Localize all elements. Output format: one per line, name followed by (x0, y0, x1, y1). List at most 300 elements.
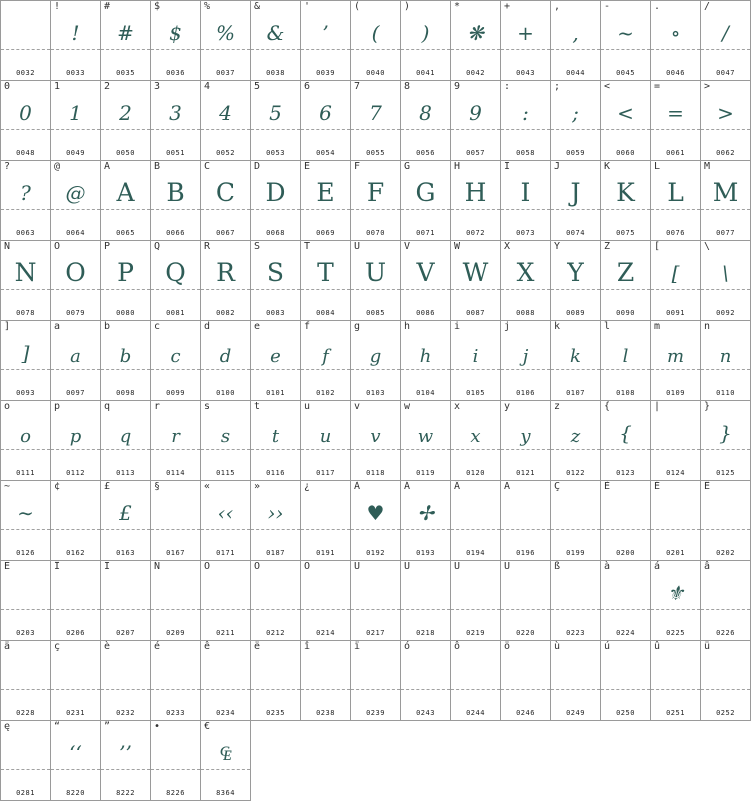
glyph-cell[interactable] (451, 321, 501, 401)
glyph-code: 0123 (616, 469, 635, 477)
glyph-cell[interactable] (551, 1, 601, 81)
glyph-cell[interactable] (651, 1, 701, 81)
glyph-cell[interactable] (651, 241, 701, 321)
glyph-sample: o (20, 426, 31, 447)
glyph-cell[interactable] (301, 81, 351, 161)
glyph-sample: J (570, 178, 581, 207)
glyph-cell[interactable] (1, 81, 51, 161)
glyph-code: 0207 (116, 629, 135, 637)
glyph-key-label: Ö (304, 561, 311, 572)
glyph-cell[interactable] (351, 561, 401, 641)
glyph-sample: ; (572, 101, 579, 125)
glyph-code: 0224 (616, 629, 635, 637)
glyph-key-label: [ (654, 241, 661, 252)
glyph-sample: > (717, 101, 734, 125)
glyph-cell[interactable] (351, 481, 401, 561)
glyph-cell[interactable] (351, 81, 401, 161)
glyph-sample: ? (20, 181, 31, 205)
glyph-cell[interactable] (451, 401, 501, 481)
glyph-cell[interactable] (401, 81, 451, 161)
glyph-cell[interactable] (101, 1, 151, 81)
glyph-code: 0042 (466, 69, 485, 77)
glyph-code: 0064 (66, 229, 85, 237)
glyph-key-label: @ (54, 161, 61, 172)
glyph-key-label: 4 (204, 81, 211, 92)
glyph-cell[interactable] (1, 561, 51, 641)
glyph-key-label: ç (54, 641, 61, 652)
glyph-cell[interactable] (251, 241, 301, 321)
glyph-sample: ’ (322, 21, 329, 45)
glyph-cell[interactable] (51, 81, 101, 161)
glyph-sample (301, 571, 350, 615)
glyph-cell[interactable] (601, 641, 651, 721)
glyph-cell[interactable] (401, 481, 451, 561)
glyph-key-label: Á (404, 481, 411, 492)
glyph-sample: X (516, 258, 535, 287)
glyph-cell[interactable] (601, 161, 651, 241)
glyph-cell[interactable] (601, 81, 651, 161)
glyph-cell[interactable] (301, 641, 351, 721)
glyph-cell[interactable] (301, 161, 351, 241)
glyph-cell[interactable] (301, 241, 351, 321)
glyph-sample: % (215, 21, 235, 45)
glyph-cell[interactable] (251, 1, 301, 81)
glyph-key-label: O (54, 241, 61, 252)
glyph-cell[interactable] (151, 1, 201, 81)
glyph-sample: g (369, 346, 382, 367)
glyph-sample: B (166, 178, 185, 207)
glyph-cell[interactable] (301, 1, 351, 81)
glyph-cell[interactable] (351, 241, 401, 321)
glyph-key-label: n (704, 321, 711, 332)
glyph-cell[interactable] (351, 321, 401, 401)
glyph-cell[interactable] (301, 481, 351, 561)
glyph-cell[interactable] (51, 1, 101, 81)
glyph-sample (1, 651, 50, 695)
glyph-sample (401, 571, 450, 615)
glyph-sample: C (215, 178, 236, 207)
glyph-cell[interactable] (401, 321, 451, 401)
glyph-key-label: . (654, 1, 661, 12)
glyph-code: 0052 (216, 149, 235, 157)
glyph-sample: K (616, 178, 635, 207)
glyph-cell[interactable] (551, 561, 601, 641)
glyph-cell[interactable] (1, 161, 51, 241)
glyph-cell[interactable] (101, 561, 151, 641)
glyph-cell[interactable] (651, 561, 701, 641)
glyph-sample: p (69, 426, 82, 447)
glyph-code: 0084 (316, 309, 335, 317)
glyph-cell[interactable] (151, 561, 201, 641)
glyph-sample: 8 (419, 101, 432, 125)
glyph-cell[interactable] (651, 641, 701, 721)
glyph-cell[interactable] (201, 321, 251, 401)
glyph-cell[interactable] (501, 241, 551, 321)
glyph-cell[interactable] (451, 161, 501, 241)
glyph-key-label: % (204, 1, 211, 12)
glyph-sample (701, 571, 750, 615)
glyph-sample: 9 (469, 101, 482, 125)
glyph-sample: y (520, 426, 531, 447)
glyph-code: 0243 (416, 709, 435, 717)
glyph-code: 0093 (16, 389, 35, 397)
glyph-sample: T (317, 258, 334, 287)
glyph-key-label: c (154, 321, 161, 332)
glyph-sample (501, 571, 550, 615)
glyph-cell[interactable] (1, 1, 51, 81)
glyph-key-label: Â (454, 481, 461, 492)
glyph-code: 0045 (616, 69, 635, 77)
glyph-cell[interactable] (151, 481, 201, 561)
glyph-cell[interactable] (251, 161, 301, 241)
glyph-code: 0077 (716, 229, 735, 237)
glyph-cell[interactable] (451, 241, 501, 321)
glyph-code: 0062 (716, 149, 735, 157)
glyph-cell[interactable] (401, 161, 451, 241)
glyph-cell[interactable] (651, 161, 701, 241)
glyph-cell[interactable] (551, 161, 601, 241)
glyph-code: 0085 (366, 309, 385, 317)
glyph-key-label: a (54, 321, 61, 332)
glyph-sample (151, 491, 200, 535)
glyph-cell[interactable] (51, 641, 101, 721)
glyph-key-label: A (104, 161, 111, 172)
glyph-key-label: j (504, 321, 511, 332)
glyph-sample (101, 571, 150, 615)
glyph-cell[interactable] (1, 401, 51, 481)
glyph-sample: P (117, 258, 134, 287)
glyph-cell[interactable] (701, 321, 751, 401)
glyph-cell[interactable] (251, 81, 301, 161)
glyph-sample (51, 571, 100, 615)
glyph-sample: N (14, 258, 37, 287)
glyph-code: 0079 (66, 309, 85, 317)
glyph-cell[interactable] (701, 641, 751, 721)
glyph-cell[interactable] (251, 641, 301, 721)
glyph-cell[interactable] (501, 481, 551, 561)
glyph-key-label: Y (554, 241, 561, 252)
glyph-key-label: r (154, 401, 161, 412)
glyph-cell[interactable] (701, 81, 751, 161)
glyph-cell[interactable] (601, 481, 651, 561)
glyph-key-label: $ (154, 1, 161, 12)
glyph-code: 0118 (366, 469, 385, 477)
glyph-code: 0061 (666, 149, 685, 157)
glyph-sample (451, 491, 500, 535)
glyph-key-label: G (404, 161, 411, 172)
glyph-key-label: > (704, 81, 711, 92)
glyph-key-label: é (154, 641, 161, 652)
glyph-cell[interactable] (701, 241, 751, 321)
glyph-cell[interactable] (701, 401, 751, 481)
glyph-code: 0110 (716, 389, 735, 397)
glyph-code: 0234 (216, 709, 235, 717)
glyph-cell[interactable] (51, 721, 101, 801)
glyph-cell[interactable] (451, 641, 501, 721)
glyph-cell[interactable] (401, 401, 451, 481)
glyph-cell[interactable] (501, 561, 551, 641)
glyph-sample: ‹‹ (217, 501, 234, 525)
glyph-key-label: 7 (354, 81, 361, 92)
glyph-code: 0108 (616, 389, 635, 397)
glyph-cell[interactable] (651, 481, 701, 561)
glyph-code: 0100 (216, 389, 235, 397)
glyph-sample (51, 651, 100, 695)
glyph-cell[interactable] (301, 561, 351, 641)
glyph-cell[interactable] (451, 561, 501, 641)
glyph-cell[interactable] (151, 81, 201, 161)
glyph-key-label: • (154, 721, 161, 732)
glyph-sample: [ (671, 261, 680, 285)
glyph-key-label: Ô (254, 561, 261, 572)
glyph-cell[interactable] (1, 241, 51, 321)
glyph-cell[interactable] (201, 721, 251, 801)
glyph-cell[interactable] (1, 321, 51, 401)
glyph-sample (601, 571, 650, 615)
glyph-cell[interactable] (501, 81, 551, 161)
glyph-sample: c (170, 346, 181, 367)
glyph-code: 0038 (266, 69, 285, 77)
glyph-code: 0114 (166, 469, 185, 477)
glyph-code: 0125 (716, 469, 735, 477)
glyph-cell[interactable] (501, 321, 551, 401)
glyph-key-label: Ä (504, 481, 511, 492)
glyph-sample (601, 651, 650, 695)
glyph-code: 0223 (566, 629, 585, 637)
glyph-code: 0104 (416, 389, 435, 397)
glyph-cell[interactable] (201, 1, 251, 81)
glyph-cell[interactable] (151, 401, 201, 481)
glyph-cell[interactable] (251, 321, 301, 401)
glyph-cell[interactable] (101, 321, 151, 401)
glyph-key-label: è (104, 641, 111, 652)
glyph-cell[interactable] (101, 481, 151, 561)
glyph-key-label: v (354, 401, 361, 412)
glyph-key-label: Î (54, 561, 61, 572)
glyph-cell[interactable] (251, 401, 301, 481)
glyph-cell[interactable] (251, 561, 301, 641)
glyph-key-label: Ê (704, 481, 711, 492)
glyph-sample: ( (371, 21, 380, 45)
glyph-cell[interactable] (301, 321, 351, 401)
glyph-cell[interactable] (601, 1, 651, 81)
glyph-cell[interactable] (101, 401, 151, 481)
glyph-cell[interactable] (101, 721, 151, 801)
glyph-key-label: e (254, 321, 261, 332)
glyph-cell[interactable] (651, 401, 701, 481)
glyph-cell[interactable] (101, 161, 151, 241)
glyph-key-label: B (154, 161, 161, 172)
glyph-key-label: K (604, 161, 611, 172)
glyph-key-label: y (504, 401, 511, 412)
glyph-cell[interactable] (51, 161, 101, 241)
glyph-sample (1, 731, 50, 775)
glyph-key-label: T (304, 241, 311, 252)
glyph-cell[interactable] (701, 1, 751, 81)
glyph-code: 0040 (366, 69, 385, 77)
glyph-sample: Y (567, 258, 584, 287)
glyph-cell[interactable] (301, 401, 351, 481)
glyph-cell[interactable] (51, 481, 101, 561)
glyph-cell[interactable] (701, 561, 751, 641)
glyph-sample: w (417, 426, 434, 447)
glyph-cell[interactable] (651, 321, 701, 401)
glyph-cell[interactable] (51, 561, 101, 641)
glyph-cell[interactable] (251, 481, 301, 561)
glyph-sample: 4 (219, 101, 232, 125)
glyph-cell[interactable] (151, 641, 201, 721)
glyph-code: 0082 (216, 309, 235, 317)
glyph-cell[interactable] (601, 241, 651, 321)
glyph-key-label: p (54, 401, 61, 412)
glyph-code: 0049 (66, 149, 85, 157)
glyph-sample: ›› (267, 501, 284, 525)
glyph-sample: S (266, 258, 285, 287)
glyph-code: 0081 (166, 309, 185, 317)
glyph-cell[interactable] (551, 481, 601, 561)
glyph-code: 0233 (166, 709, 185, 717)
glyph-cell[interactable] (401, 641, 451, 721)
glyph-code: 0187 (266, 549, 285, 557)
glyph-cell[interactable] (51, 401, 101, 481)
glyph-cell[interactable] (101, 641, 151, 721)
glyph-key-label: M (704, 161, 711, 172)
glyph-cell[interactable] (551, 81, 601, 161)
glyph-code: 0120 (466, 469, 485, 477)
glyph-code: 0116 (266, 469, 285, 477)
glyph-cell[interactable] (401, 241, 451, 321)
glyph-cell[interactable] (401, 1, 451, 81)
glyph-cell[interactable] (601, 321, 651, 401)
glyph-sample: ∼ (17, 501, 34, 525)
glyph-key-label: } (704, 401, 711, 412)
glyph-sample (151, 731, 200, 775)
glyph-cell[interactable] (701, 481, 751, 561)
glyph-cell[interactable] (601, 561, 651, 641)
glyph-cell[interactable] (101, 81, 151, 161)
glyph-cell[interactable] (651, 81, 701, 161)
glyph-code: 0068 (266, 229, 285, 237)
glyph-cell[interactable] (451, 81, 501, 161)
glyph-code: 0226 (716, 629, 735, 637)
glyph-key-label: - (604, 1, 611, 12)
glyph-code: 0194 (466, 549, 485, 557)
glyph-cell[interactable] (501, 161, 551, 241)
glyph-key-label: U (354, 241, 361, 252)
glyph-code: 0050 (116, 149, 135, 157)
glyph-sample: F (366, 178, 385, 207)
glyph-code: 0067 (216, 229, 235, 237)
glyph-sample: H (464, 178, 487, 207)
glyph-code: 0111 (16, 469, 35, 477)
glyph-code: 0225 (666, 629, 685, 637)
glyph-code: 0072 (466, 229, 485, 237)
glyph-code: 0083 (266, 309, 285, 317)
glyph-code: 0206 (66, 629, 85, 637)
glyph-cell[interactable] (351, 401, 401, 481)
glyph-sample: 2 (119, 101, 132, 125)
glyph-sample: v (370, 426, 381, 447)
glyph-cell[interactable] (501, 1, 551, 81)
glyph-key-label: 1 (54, 81, 61, 92)
glyph-sample: j (522, 346, 529, 367)
glyph-sample: O (65, 258, 86, 287)
glyph-code: 0281 (16, 789, 35, 797)
glyph-key-label: V (404, 241, 411, 252)
glyph-cell[interactable] (401, 561, 451, 641)
glyph-cell[interactable] (551, 241, 601, 321)
glyph-cell[interactable] (51, 241, 101, 321)
glyph-key-label: â (704, 561, 711, 572)
glyph-cell[interactable] (201, 401, 251, 481)
glyph-key-label: P (104, 241, 111, 252)
glyph-code: 0252 (716, 709, 735, 717)
glyph-cell[interactable] (201, 561, 251, 641)
glyph-code: 0073 (516, 229, 535, 237)
glyph-cell[interactable] (151, 161, 201, 241)
glyph-sample: 1 (69, 101, 82, 125)
glyph-cell[interactable] (351, 1, 401, 81)
glyph-cell[interactable] (601, 401, 651, 481)
glyph-key-label: Û (454, 561, 461, 572)
glyph-key-label: ë (254, 641, 261, 652)
glyph-cell[interactable] (501, 401, 551, 481)
glyph-code: 0099 (166, 389, 185, 397)
glyph-cell[interactable] (201, 241, 251, 321)
glyph-cell[interactable] (51, 321, 101, 401)
glyph-key-label: ö (504, 641, 511, 652)
glyph-key-label: ß (554, 561, 561, 572)
glyph-cell[interactable] (151, 721, 201, 801)
glyph-cell[interactable] (701, 161, 751, 241)
glyph-code: 0036 (166, 69, 185, 77)
glyph-cell[interactable] (151, 241, 201, 321)
glyph-code: 0192 (366, 549, 385, 557)
glyph-cell[interactable] (201, 161, 251, 241)
glyph-key-label: ù (554, 641, 561, 652)
glyph-code: 0087 (466, 309, 485, 317)
glyph-key-label: À (354, 481, 361, 492)
glyph-cell[interactable] (351, 161, 401, 241)
glyph-cell[interactable] (551, 401, 601, 481)
glyph-key-label: l (604, 321, 611, 332)
glyph-cell[interactable] (1, 721, 51, 801)
glyph-cell[interactable] (1, 481, 51, 561)
glyph-cell[interactable] (551, 321, 601, 401)
glyph-code: 0162 (66, 549, 85, 557)
glyph-cell[interactable] (501, 641, 551, 721)
glyph-cell[interactable] (151, 321, 201, 401)
glyph-code: 0066 (166, 229, 185, 237)
glyph-sample: 7 (369, 101, 382, 125)
glyph-cell[interactable] (201, 81, 251, 161)
glyph-key-label: ' (304, 1, 311, 12)
glyph-cell[interactable] (451, 1, 501, 81)
glyph-cell[interactable] (201, 641, 251, 721)
glyph-cell[interactable] (451, 481, 501, 561)
glyph-cell[interactable] (1, 641, 51, 721)
glyph-key-label: ~ (4, 481, 11, 492)
glyph-cell[interactable] (101, 241, 151, 321)
glyph-code: 0059 (566, 149, 585, 157)
glyph-sample: 3 (169, 101, 182, 125)
glyph-sample (451, 651, 500, 695)
glyph-sample: h (419, 346, 432, 367)
glyph-cell[interactable] (201, 481, 251, 561)
glyph-cell[interactable] (551, 641, 601, 721)
glyph-cell[interactable] (351, 641, 401, 721)
glyph-sample (451, 571, 500, 615)
